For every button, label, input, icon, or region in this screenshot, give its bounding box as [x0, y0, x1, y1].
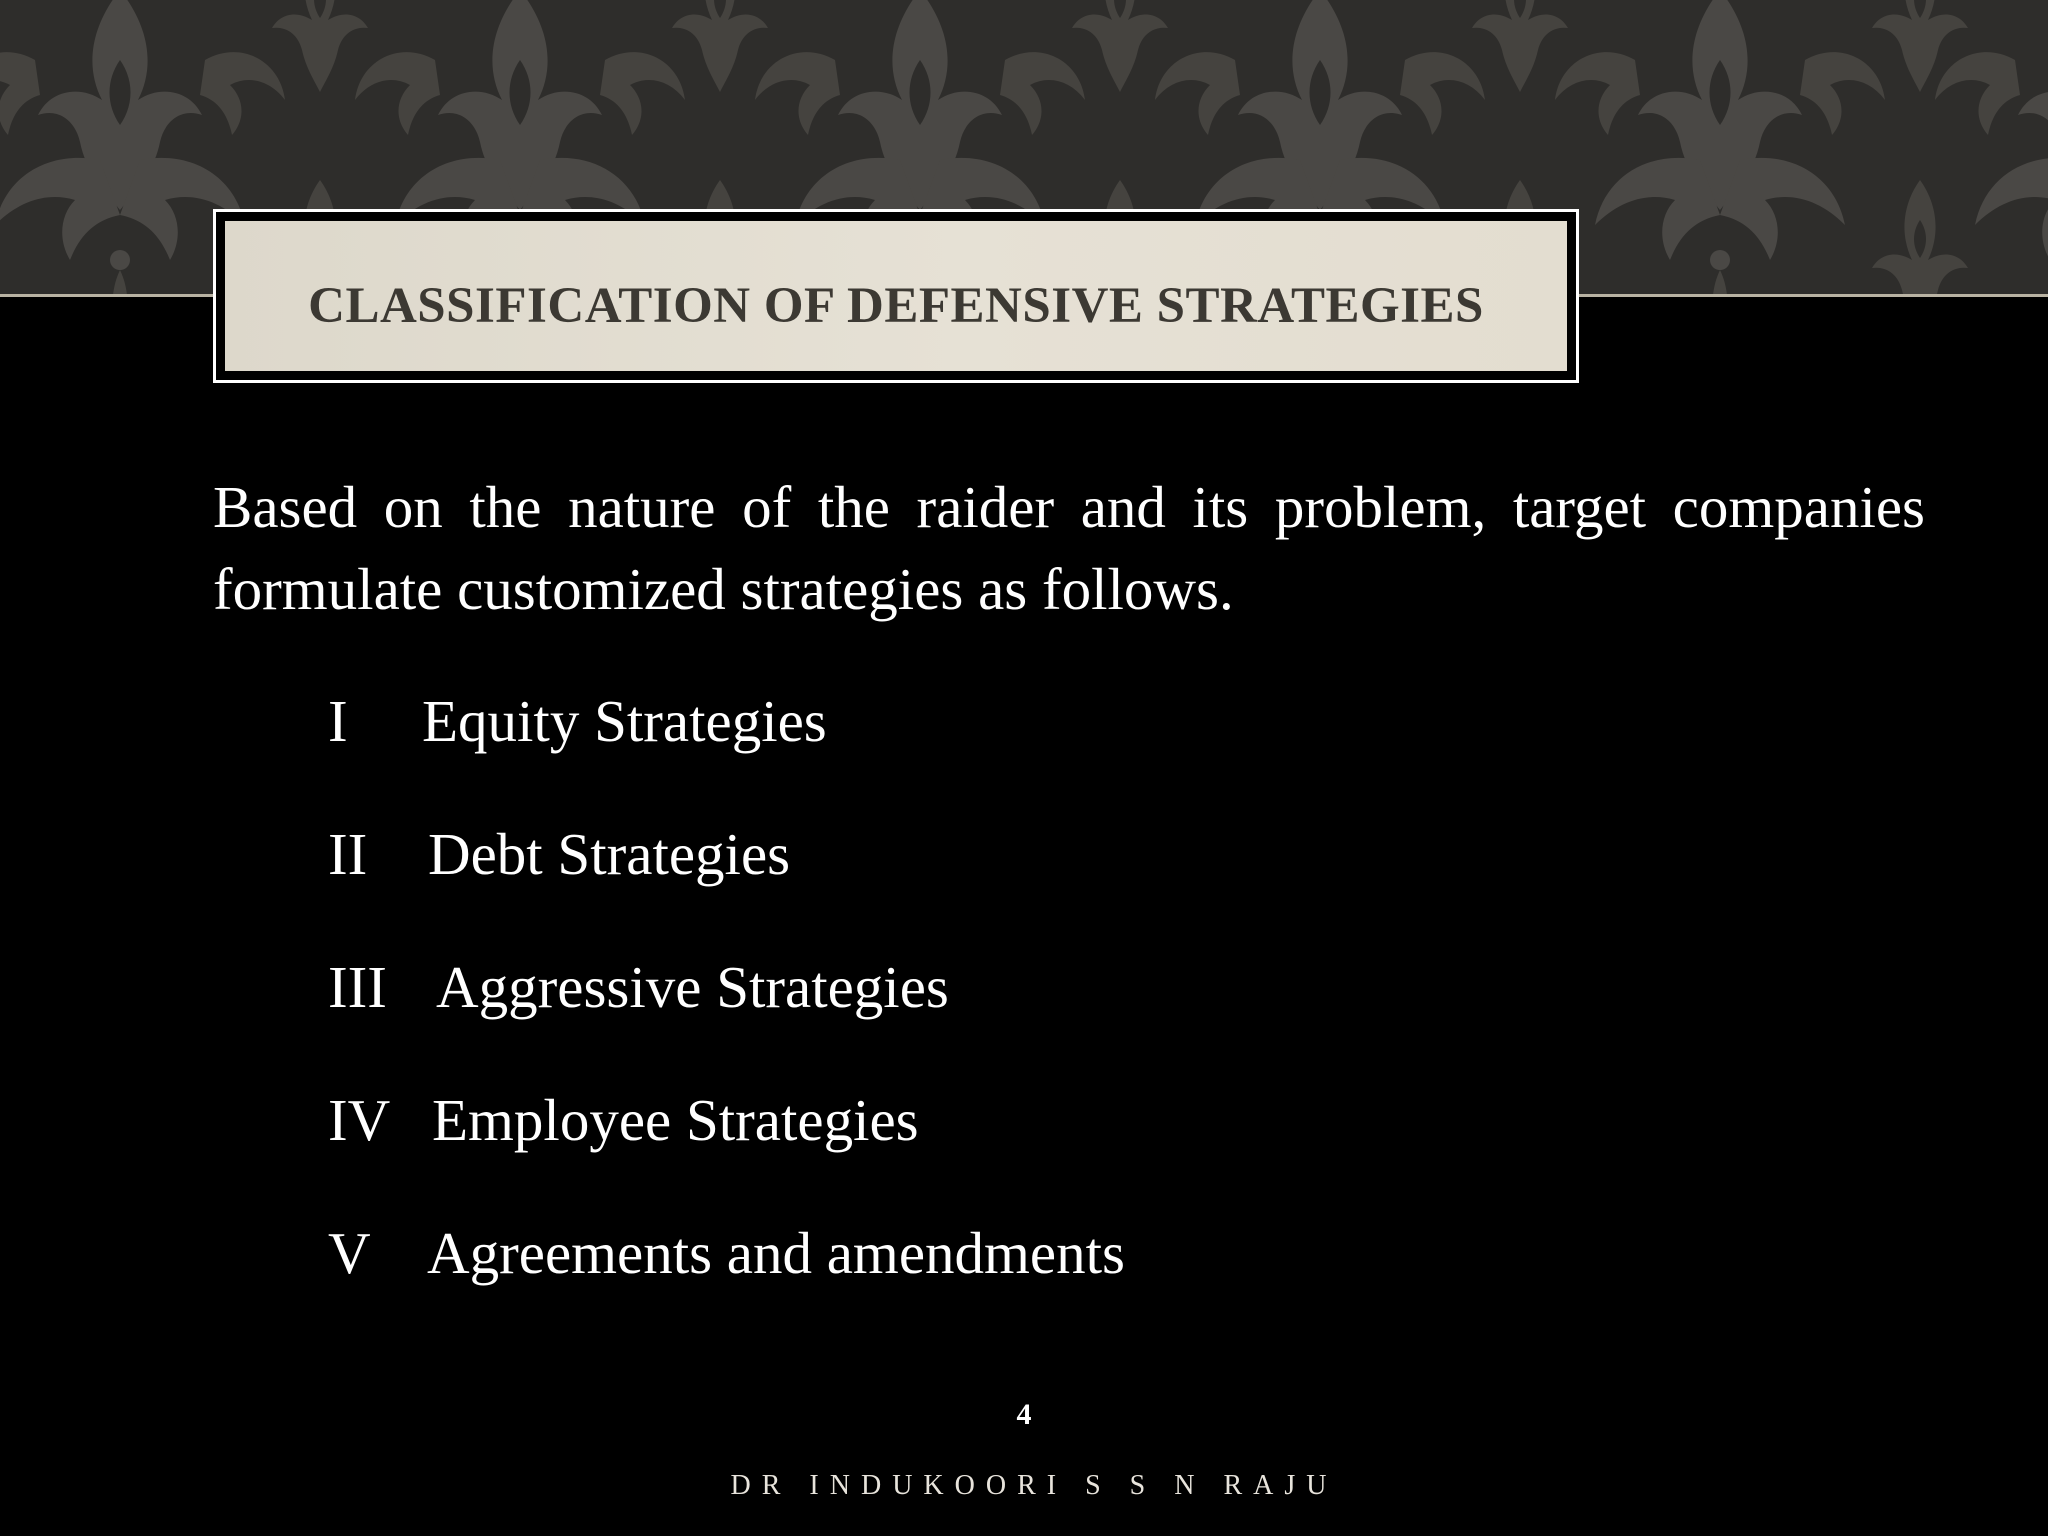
- footer-author: DR INDUKOORI S S N RAJU: [730, 1470, 1338, 1501]
- strategy-numeral: II: [328, 821, 368, 887]
- strategy-list: [328, 680, 1125, 1345]
- strategy-item: [328, 946, 1125, 1079]
- strategy-item: [328, 1212, 1125, 1345]
- strategy-item: [328, 813, 1125, 946]
- title-box: [225, 221, 1567, 371]
- strategy-numeral: III: [328, 954, 387, 1020]
- intro-paragraph: Based on the nature of the raider and its problem, target companies formulate customized strategies as follows.: [213, 474, 1925, 622]
- strategy-numeral: I: [328, 688, 348, 754]
- strategy-item: [328, 680, 1125, 813]
- slide-title: CLASSIFICATION OF DEFENSIVE STRATEGIES: [308, 278, 1484, 334]
- strategy-label: Equity Strategies: [422, 688, 827, 754]
- strategy-label: Employee Strategies: [432, 1087, 919, 1153]
- strategy-numeral: V: [328, 1220, 371, 1286]
- strategy-label: Agreements and amendments: [427, 1220, 1125, 1286]
- strategy-label: Debt Strategies: [428, 821, 791, 887]
- strategy-label: Aggressive Strategies: [436, 954, 949, 1020]
- strategy-item: [328, 1079, 1125, 1212]
- page-number: 4: [1016, 1398, 1032, 1431]
- title-frame: [213, 209, 1579, 383]
- strategy-numeral: IV: [328, 1087, 391, 1153]
